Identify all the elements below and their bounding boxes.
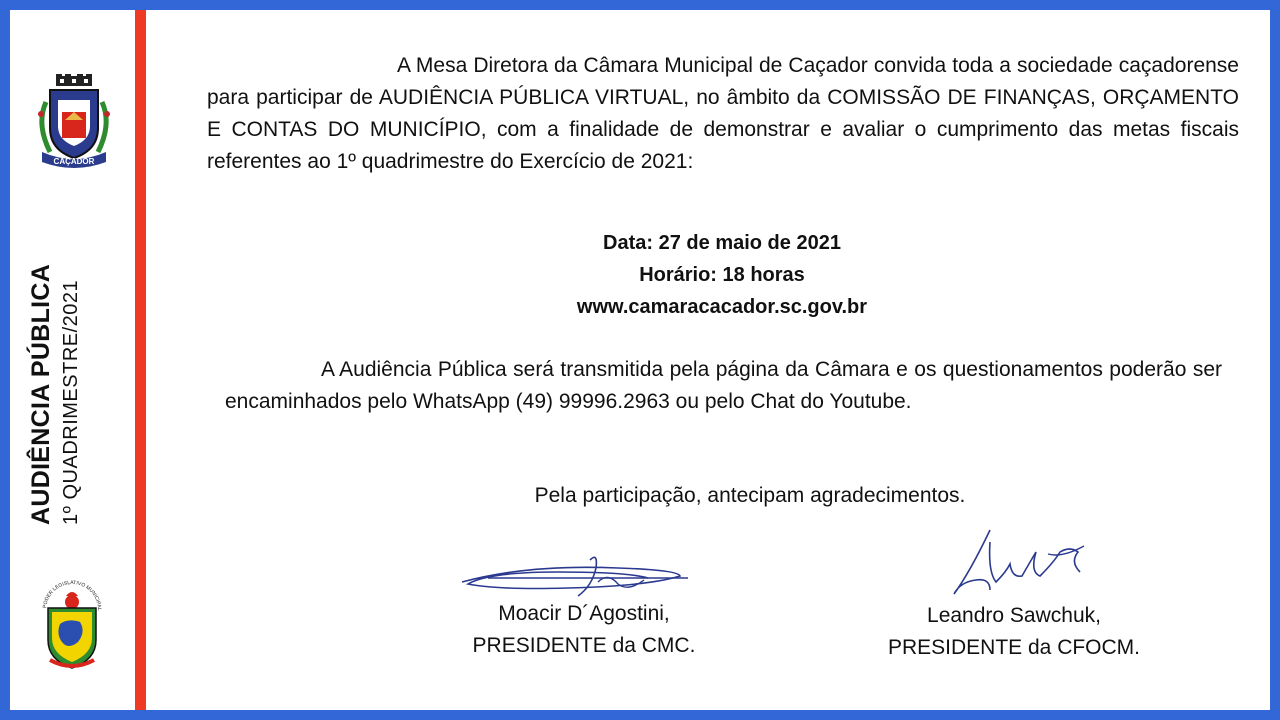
sidebar-title: AUDIÊNCIA PÚBLICA [27, 263, 55, 525]
crest-arc-text: PODER LEGISLATIVO MUNICIPAL [42, 580, 103, 611]
thanks-line: Pela participação, antecipam agradecimentos. [534, 484, 966, 507]
broadcast-paragraph [225, 354, 1222, 418]
signatory-name: Moacir D´Agostini, [498, 602, 670, 625]
signatory-role: PRESIDENTE da CMC. [472, 634, 696, 657]
invitation-paragraph [207, 50, 1239, 178]
sidebar-subtitle: 1º QUADRIMESTRE/2021 [60, 279, 82, 525]
event-details [422, 227, 1022, 323]
signature-moacir [448, 542, 698, 598]
event-website: www.camaracacador.sc.gov.br [576, 296, 868, 318]
signatory-block-1 [424, 598, 744, 662]
broadcast-paragraph-text: A Audiência Pública será transmitida pela página da Câmara e os questionamentos poderão ser encaminhados pelo WhatsApp (49) 99996.2963 ou pelo Chat do Youtube. [225, 358, 1222, 413]
event-date: Data: 27 de maio de 2021 [603, 232, 841, 254]
document-frame [10, 10, 1270, 710]
invitation-paragraph-text: A Mesa Diretora da Câmara Municipal de Caçador convida toda a sociedade caçadorense para participar de AUDIÊNCIA PÚBLICA VIRTUAL, no âmbito da COMISSÃO DE FINANÇAS, ORÇAMENTO E CONTAS DO MUNICÍPIO, com a finalidade de demonstrar e avaliar o cumprimento das metas fiscais referentes ao 1º quadrimestre do Exercício de 2021: [207, 54, 1239, 173]
signatory-role: PRESIDENTE da CFOCM. [887, 636, 1141, 659]
invitation-content [10, 10, 1270, 710]
signatory-block-2 [854, 600, 1174, 664]
signatory-name: Leandro Sawchuk, [927, 604, 1101, 627]
event-time: Horário: 18 horas [639, 264, 805, 286]
crest-banner-text: CAÇADOR [53, 157, 95, 166]
